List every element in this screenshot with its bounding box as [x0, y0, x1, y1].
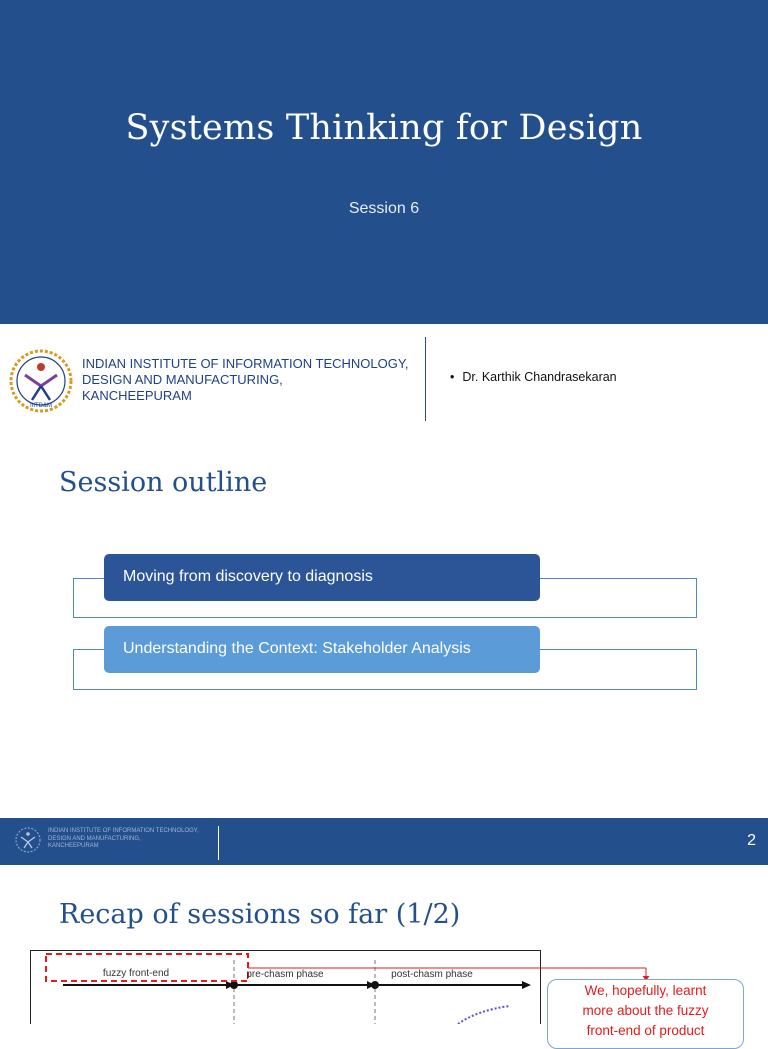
- title-band: [0, 0, 768, 324]
- bullet: •: [450, 370, 455, 384]
- milestone-dot: [230, 981, 238, 989]
- author-name: Dr. Karthik Chandrasekaran: [462, 370, 617, 384]
- phase-label: fuzzy front-end: [102, 968, 170, 979]
- institute-logo-icon: [8, 348, 74, 414]
- footer-institute-name: [48, 828, 199, 851]
- outline-item-1: Moving from discovery to diagnosis: [104, 554, 540, 601]
- outline-item-2: Understanding the Context: Stakeholder Analysis: [104, 626, 540, 673]
- footer-logo-icon: [14, 826, 42, 854]
- recap-title: Recap of sessions so far (1/2): [59, 899, 461, 930]
- institute-name: [82, 356, 427, 404]
- footer-institute-line: KANCHEEPURAM: [48, 843, 99, 849]
- session-label: Session 6: [348, 200, 420, 217]
- phase-label: post-chasm phase: [391, 969, 473, 980]
- page-number: 2: [747, 832, 756, 849]
- phase-label: pre-chasm phase: [246, 969, 324, 980]
- footer-divider: [218, 826, 219, 860]
- section-title: Session outline: [59, 467, 268, 498]
- footer-institute-line: DESIGN AND MANUFACTURING,: [48, 835, 141, 842]
- annotation-callout: [547, 979, 744, 1049]
- institute-name-line: INDIAN INSTITUTE OF INFORMATION TECHNOLOGY,: [82, 356, 409, 371]
- callout-line: We, hopefully, learnt: [584, 983, 707, 998]
- vertical-divider: [425, 337, 426, 421]
- product-lifecycle-diagram: [30, 950, 541, 1024]
- institute-name-line: DESIGN AND MANUFACTURING,: [82, 372, 283, 387]
- diagram-frame: [31, 951, 541, 1025]
- institute-name-line: KANCHEEPURAM: [82, 388, 192, 403]
- author: [450, 370, 617, 384]
- callout-line: front-end of product: [586, 1023, 705, 1038]
- footer-institute-line: INDIAN INSTITUTE OF INFORMATION TECHNOLOGY,: [48, 828, 199, 834]
- slide-title: Systems Thinking for Design: [125, 108, 643, 148]
- callout-line: more about the fuzzy: [582, 1003, 709, 1018]
- logo-text: IIITD&M: [30, 403, 52, 409]
- milestone-dot: [371, 981, 379, 989]
